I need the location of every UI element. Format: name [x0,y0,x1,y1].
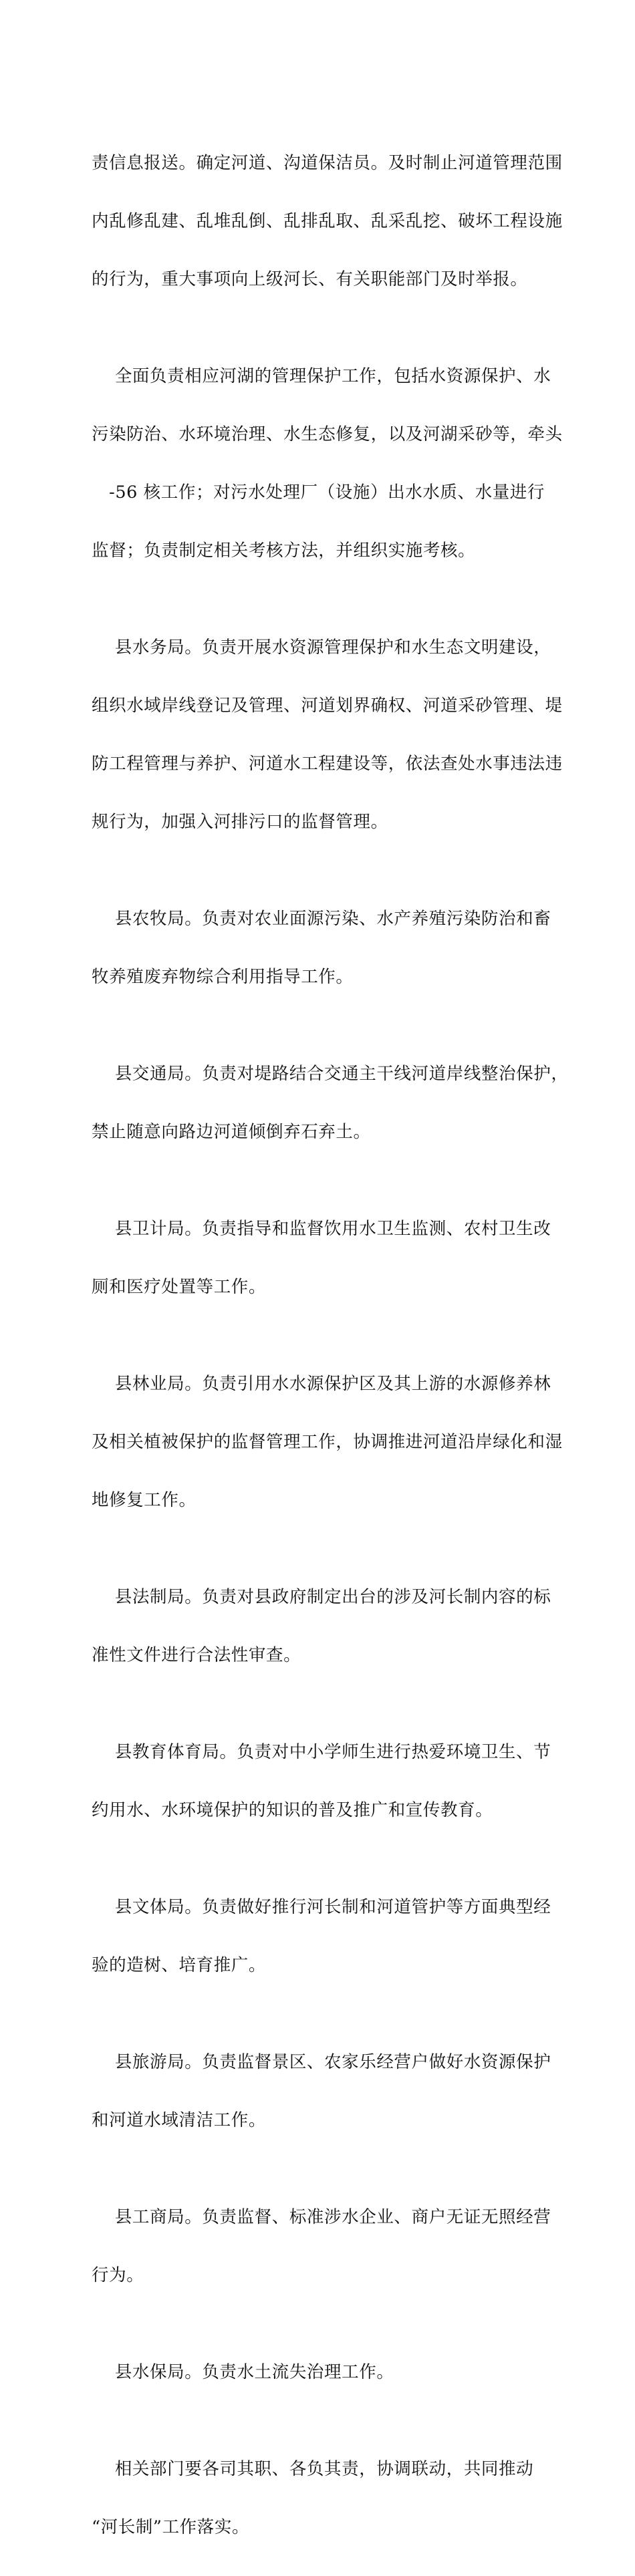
paragraph [92,1549,553,1704]
text-line: 相关部门要各司其职、各负其责，协调联动，共同推动 [92,2459,534,2479]
text-line: 内乱修乱建、乱堆乱倒、乱排乱取、乱采乱挖、破坏工程设施 [92,211,563,231]
text-line: 污染防治、水环境治理、水生态修复，以及河湖采砂等，牵头 [92,424,563,444]
text-line: 牧养殖废弃物综合利用指导工作。 [92,967,354,987]
text-line: 规行为，加强入河排污口的监督管理。 [92,812,388,832]
paragraph [92,1859,553,2014]
text-line: 县工商局。负责监督、标准涉水企业、商户无证无照经营 [92,2207,551,2227]
text-line: 厕和医疗处置等工作。 [92,1277,267,1297]
paragraph [92,1026,569,1181]
text-line: 及相关植被保护的监督管理工作，协调推进河道沿岸绿化和湿 [92,1432,563,1452]
text-line: 的行为，重大事项向上级河长、有关职能部门及时举报。 [92,269,528,289]
paragraph [92,599,563,871]
text-line: 县农牧局。负责对农业面源污染、水产养殖污染防治和畜 [92,909,551,929]
text-line: 县文体局。负责做好推行河长制和河道管护等方面典型经 [92,1897,551,1917]
text-line: 地修复工作。 [92,1490,197,1510]
document-body [92,115,569,2576]
text-line: 县林业局。负责引用水水源保护区及其上游的水源修养林 [92,1374,551,1394]
paragraph [92,2421,553,2576]
text-line: 县法制局。负责对县政府制定出台的涉及河长制内容的标 [92,1587,551,1607]
paragraph [92,1336,563,1549]
text-line: 约用水、水环境保护的知识的普及推广和宣传教育。 [92,1800,493,1820]
text-line: 县旅游局。负责监督景区、农家乐经营户做好水资源保护 [92,2052,551,2072]
text-line: 县卫计局。负责指导和监督饮用水卫生监测、农村卫生改 [92,1219,551,1239]
text-line: 和河道水域清洁工作。 [92,2110,267,2130]
paragraph [92,1704,553,1859]
text-line: 责信息报送。确定河道、沟道保洁员。及时制止河道管理范围 [92,153,563,173]
text-line: 禁止随意向路边河道倾倒弃石弃土。 [92,1122,371,1142]
text-line: 验的造树、培育推广。 [92,1955,267,1975]
text-line: 全面负责相应河湖的管理保护工作，包括水资源保护、水 [92,366,551,386]
text-line: 县交通局。负责对堤路结合交通主干线河道岸线整治保护， [92,1064,569,1084]
paragraph [92,2014,553,2169]
paragraph [92,115,563,328]
text-line: 准性文件进行合法性审查。 [92,1645,301,1665]
paragraph [92,328,563,599]
text-line: 防工程管理与养护、河道水工程建设等，依法查处水事违法违 [92,754,563,774]
text-line: “河长制”工作落实。 [92,2517,250,2537]
text-line: 组织水域岸线登记及管理、河道划界确权、河道采砂管理、堤 [92,696,563,716]
paragraph [92,2169,553,2324]
paragraph [92,2324,553,2421]
text-line: 监督；负责制定相关考核方法，并组织实施考核。 [92,541,476,561]
paragraph [92,1181,553,1336]
text-line: 行为。 [92,2265,144,2285]
text-line: 县教育体育局。负责对中小学师生进行热爱环境卫生、节 [92,1742,551,1762]
paragraph [92,871,553,1026]
text-line: 县水务局。负责开展水资源管理保护和水生态文明建设， [92,637,551,658]
text-line: -56 核工作；对污水处理厂（设施）出水水质、水量进行 [92,482,545,503]
text-line: 县水保局。负责水土流失治理工作。 [92,2362,394,2382]
